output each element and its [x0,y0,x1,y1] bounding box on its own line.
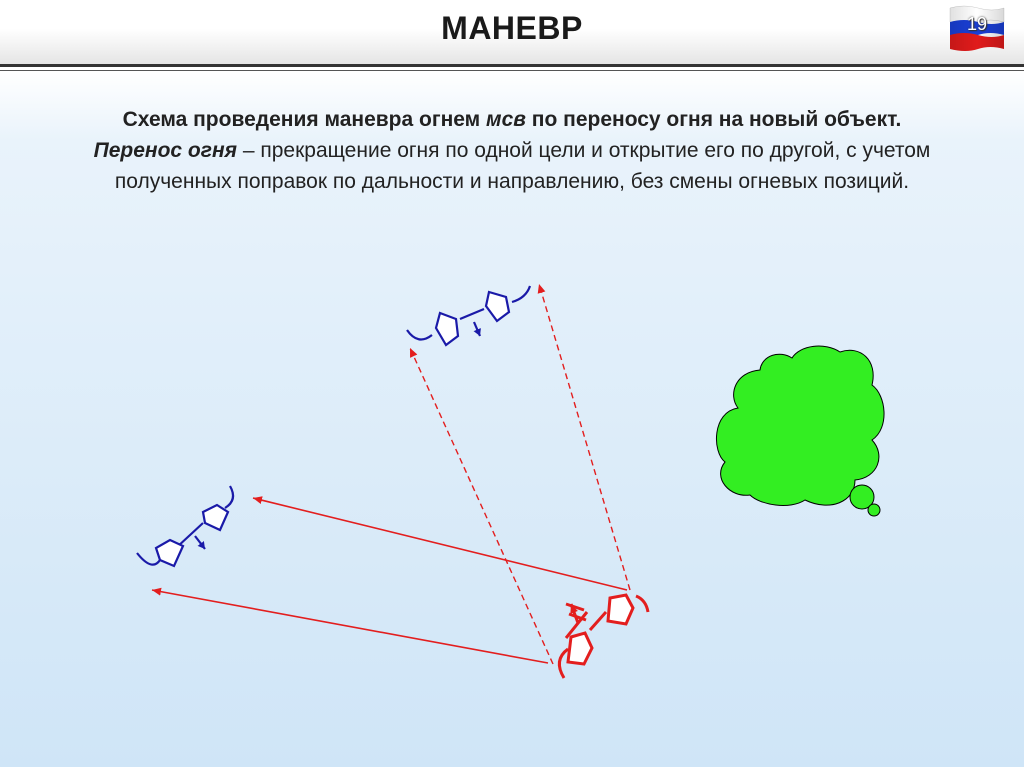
forest-icon [716,346,884,516]
definition-text: – прекращение огня по одной цели и открытие его по другой, с учетом полученных поправок по дальности и направлению, без смены огневых позиций. [114,139,931,193]
enemy-position-upper-icon [407,286,530,345]
slide-number: 19 [966,14,988,34]
fire-line-upper [253,498,627,590]
enemy-position-lower-icon [137,486,233,566]
scheme-title-abbr: мсв [486,108,526,131]
fire-line-lower [152,590,548,663]
friendly-unit-icon [559,595,648,678]
transfer-line-right [539,284,630,590]
slide-title: МАНЕВР [441,10,583,46]
scheme-title-part2: по переносу огня на новый объект. [525,108,902,131]
definition-term: Перенос огня [93,139,238,162]
transfer-line-left [410,348,553,664]
scheme-title-part1: Схема проведения маневра огнем [122,108,487,131]
